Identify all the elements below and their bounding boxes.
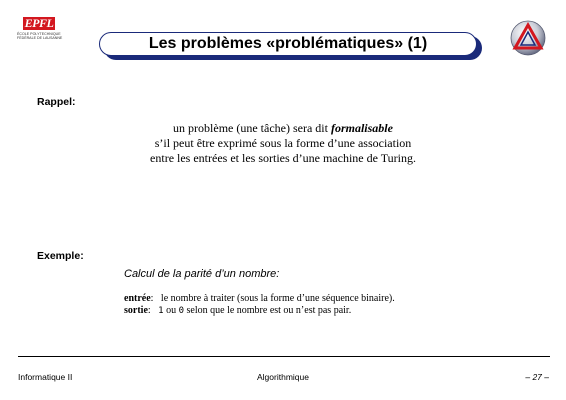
rappel-line-1 bbox=[0, 121, 566, 136]
sortie-separator: : bbox=[147, 305, 159, 316]
title-banner-box bbox=[99, 32, 477, 56]
sortie-value-1: 1 bbox=[158, 306, 164, 316]
lab-logo-icon bbox=[510, 20, 546, 56]
epfl-logo-subtitle: ÉCOLE POLYTECHNIQUE FÉDÉRALE DE LAUSANNE bbox=[17, 32, 63, 41]
epfl-logo-mark: EPFL bbox=[24, 16, 54, 30]
entree-row bbox=[124, 293, 395, 305]
sortie-label: sortie bbox=[124, 305, 148, 316]
footer-page-number: – 27 – bbox=[525, 372, 549, 382]
title-banner bbox=[99, 32, 481, 58]
page-title: Les problèmes «problématiques» (1) bbox=[148, 35, 428, 52]
sortie-row bbox=[124, 305, 395, 317]
entree-label: entrée bbox=[124, 293, 151, 304]
rappel-line-1-text: un problème (une tâche) sera dit bbox=[173, 121, 331, 135]
sortie-rest: selon que le nombre est ou n’est pas pair. bbox=[184, 305, 352, 316]
sortie-ou: ou bbox=[163, 305, 179, 316]
footer-course: Informatique II bbox=[18, 372, 73, 382]
example-title: Calcul de la parité d’un nombre: bbox=[124, 268, 280, 280]
epfl-logo bbox=[17, 17, 75, 49]
rappel-heading: Rappel: bbox=[37, 96, 76, 108]
exemple-heading: Exemple: bbox=[37, 250, 84, 262]
sortie-value-0: 0 bbox=[178, 306, 185, 316]
io-definition bbox=[124, 293, 395, 317]
rappel-line-3: entre les entrées et les sorties d’une machine de Turing. bbox=[150, 151, 416, 165]
footer-topic: Algorithmique bbox=[257, 372, 309, 382]
rappel-line-2: s’il peut être exprimé sous la forme d’une association bbox=[154, 136, 412, 150]
rappel-body bbox=[0, 121, 566, 166]
rappel-emphasis: formalisable bbox=[330, 121, 393, 135]
entree-text: : le nombre à traiter (sous la forme d’une séquence binaire). bbox=[150, 293, 395, 304]
footer-divider bbox=[18, 356, 550, 357]
